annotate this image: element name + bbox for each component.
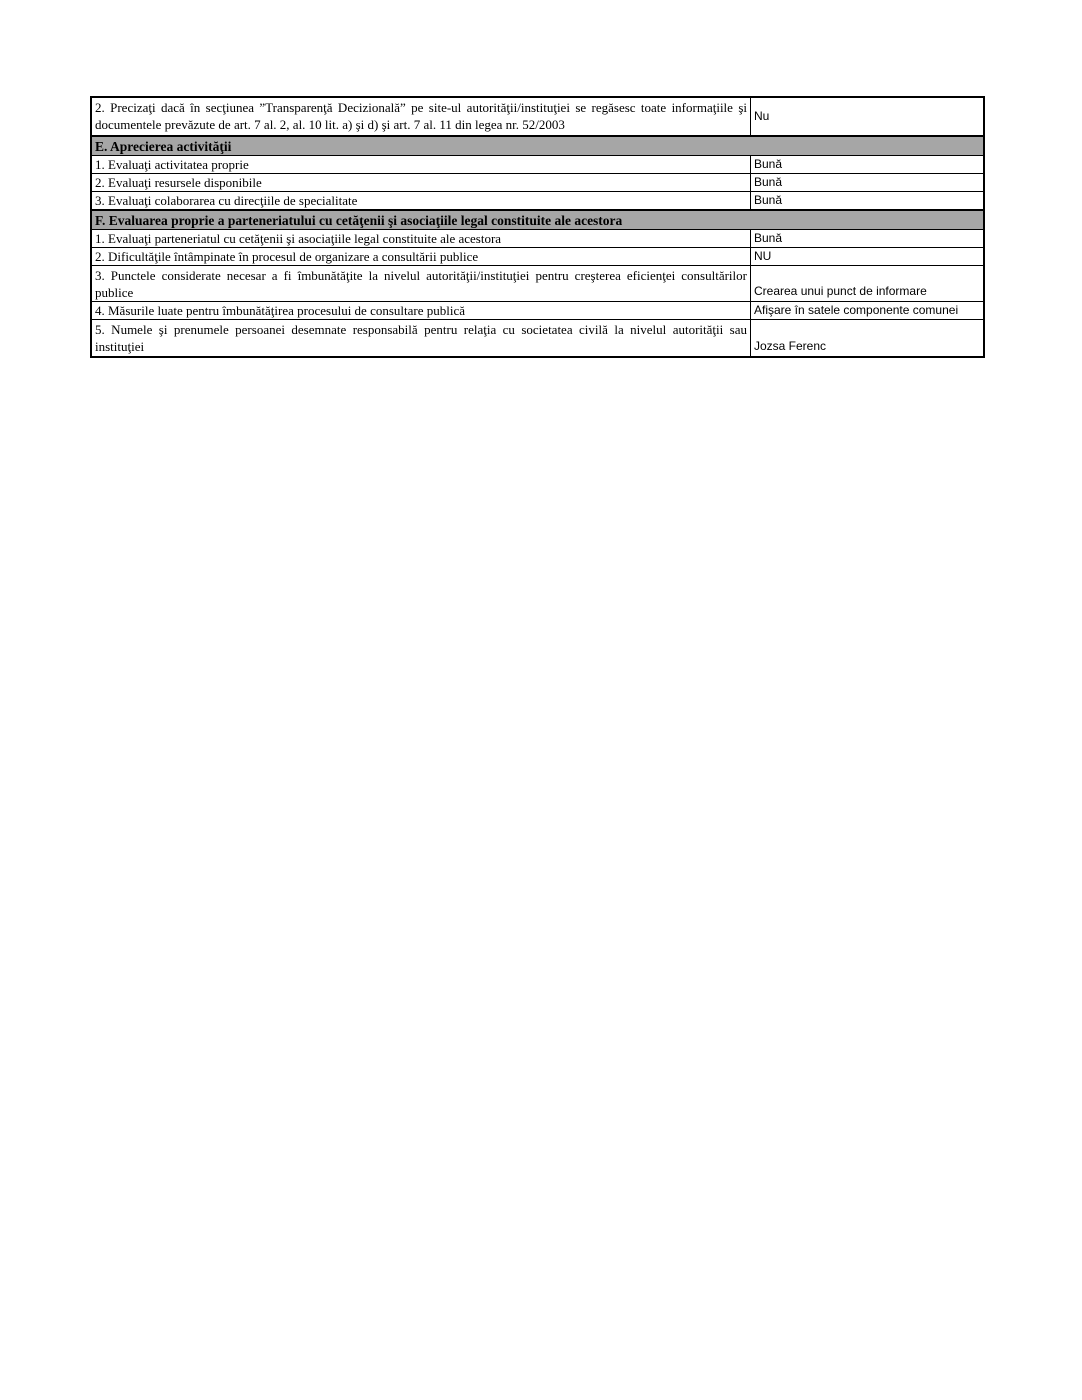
question-cell: 1. Evaluaţi parteneriatul cu cetăţenii şi asociaţiile legal constituite ale acestora <box>95 231 502 246</box>
answer-cell <box>750 302 983 319</box>
answer-cell <box>750 156 983 173</box>
question-cell: 1. Evaluaţi activitatea proprie <box>95 157 249 172</box>
answer-text: Bună <box>754 175 783 189</box>
table-row <box>92 156 983 174</box>
answer-text: Nu <box>754 109 770 123</box>
answer-text: NU <box>754 249 772 263</box>
answer-text: Afişare în satele componente comunei <box>754 303 959 317</box>
question-cell: 3. Punctele considerate necesar a fi îmbunătăţite la nivelul autorităţii/instituţiei pentru creşterea eficienţei consultărilor publice <box>95 268 747 300</box>
answer-text: Bună <box>754 231 783 245</box>
table-row <box>92 266 983 302</box>
question-cell: 2. Dificultăţile întâmpinate în procesul de organizare a consultării publice <box>95 249 479 264</box>
section-header-label: E. Aprecierea activităţii <box>95 139 232 154</box>
answer-cell <box>750 248 983 265</box>
question-cell: 2. Precizaţi dacă în secţiunea ”Transparenţă Decizională” pe site-ul autorităţii/instituţiei se regăsesc toate informaţiile şi documentele prevăzute de art. 7 al. 2, al. 10 lit. a) şi d) şi art. 7 al. 11 din legea nr. 52/2003 <box>95 100 747 132</box>
table-row <box>92 248 983 266</box>
answer-text: Crearea unui punct de informare <box>754 284 927 298</box>
answer-text: Bună <box>754 193 783 207</box>
question-cell: 3. Evaluaţi colaborarea cu direcţiile de specialitate <box>95 193 358 208</box>
answer-cell <box>750 230 983 247</box>
answer-cell <box>750 192 983 209</box>
table-row <box>92 302 983 320</box>
question-cell: 2. Evaluaţi resursele disponibile <box>95 175 262 190</box>
table-row <box>92 98 983 136</box>
question-cell: 4. Măsurile luate pentru îmbunătăţirea procesului de consultare publică <box>95 303 466 318</box>
answer-text: Bună <box>754 157 783 171</box>
answer-text: Jozsa Ferenc <box>754 339 827 353</box>
answer-cell <box>750 174 983 191</box>
table-row <box>92 192 983 210</box>
table-row <box>92 320 983 356</box>
answer-cell <box>750 320 983 356</box>
section-header-row <box>92 210 983 230</box>
answer-cell <box>750 266 983 301</box>
report-table <box>90 96 985 358</box>
section-header-row <box>92 136 983 156</box>
table-row <box>92 174 983 192</box>
answer-cell <box>750 98 983 135</box>
question-cell: 5. Numele şi prenumele persoanei desemnate responsabilă pentru relaţia cu societatea civilă la nivelul autorităţii sau instituţiei <box>95 322 747 354</box>
section-header-label: F. Evaluarea proprie a parteneriatului cu cetăţenii şi asociaţiile legal constituite ale acestora <box>95 213 623 228</box>
table-row <box>92 230 983 248</box>
